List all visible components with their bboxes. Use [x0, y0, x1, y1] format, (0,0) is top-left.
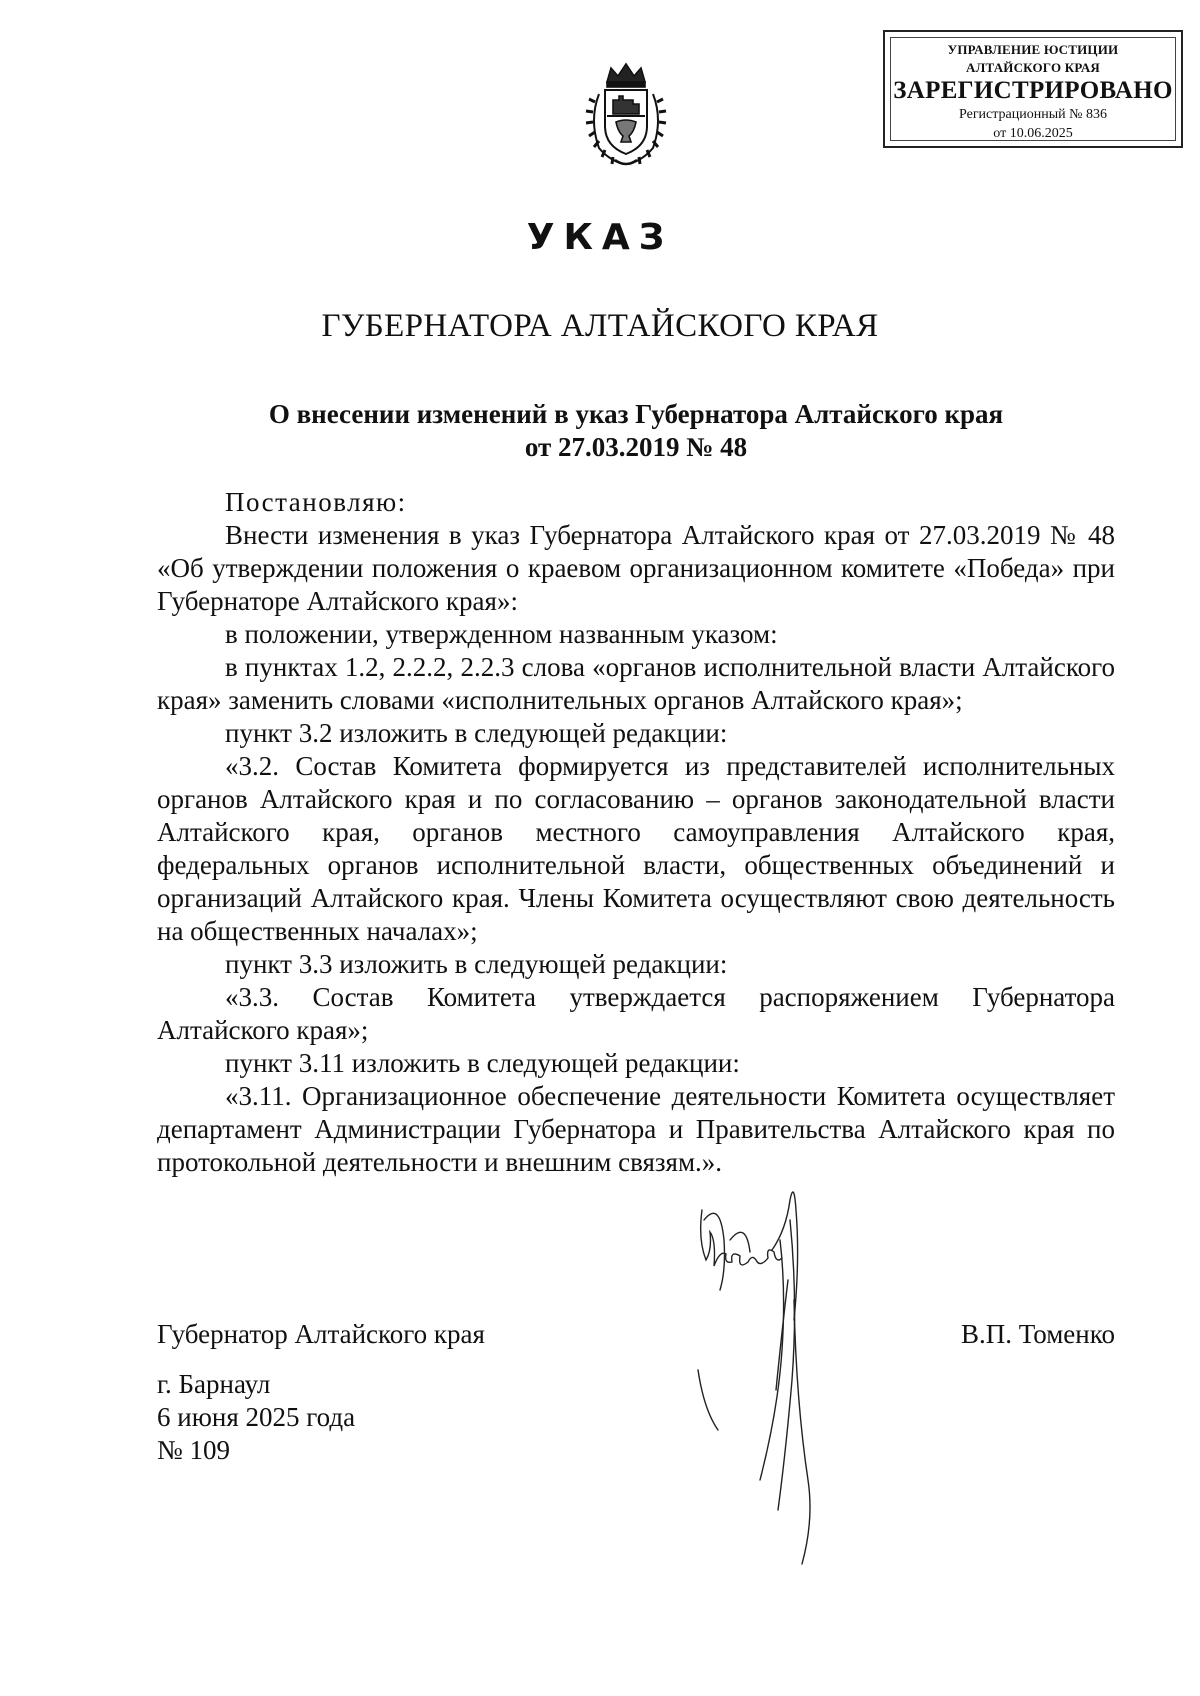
body-paragraph: «3.11. Организационное обеспечение деятельности Комитета осуществляет департамент Администрации Губернатора и Правительства Алтайского края по протокольной деятельности и внешним связям.». — [157, 1081, 1115, 1177]
body-paragraph: пункт 3.3 изложить в следующей редакции: — [225, 949, 728, 979]
stamp-registration-number: Регистрационный № 836 — [959, 107, 1107, 122]
signatory-position: Губернатор Алтайского края — [157, 1319, 485, 1349]
footer-number: № 109 — [157, 1435, 231, 1465]
signatory-name: В.П. Томенко — [961, 1319, 1115, 1349]
body-paragraph: Внести изменения в указ Губернатора Алтайского края от 27.03.2019 № 48 «Об утверждении положения о краевом организационном комитете «Победа» при Губернаторе Алтайского края»: — [157, 520, 1115, 616]
body-paragraph: пункт 3.11 изложить в следующей редакции: — [225, 1048, 740, 1078]
coat-of-arms-icon — [585, 60, 667, 172]
document-body — [157, 486, 1115, 1179]
handwritten-signature — [690, 1180, 890, 1570]
stamp-agency: УПРАВЛЕНИЕ ЮСТИЦИИ — [947, 42, 1119, 57]
footer-date: 6 июня 2025 года — [157, 1402, 356, 1432]
document-type: УКАЗ — [526, 217, 674, 258]
document-author: ГУБЕРНАТОРА АЛТАЙСКОГО КРАЯ — [321, 308, 879, 344]
stamp-status: ЗАРЕГИСТРИРОВАНО — [893, 77, 1173, 104]
footer-city: г. Барнаул — [157, 1369, 271, 1399]
body-paragraph: «3.3. Состав Комитета утверждается распоряжением Губернатора Алтайского края»; — [157, 982, 1115, 1045]
body-paragraph: Постановляю: — [225, 487, 407, 517]
document-title-line-1: О внесении изменений в указ Губернатора Алтайского края — [268, 399, 1004, 429]
registration-stamp — [883, 30, 1183, 148]
body-paragraph: в положении, утвержденном названным указом: — [225, 619, 778, 649]
registration-stamp-inner-frame — [890, 37, 1176, 141]
body-paragraph: пункт 3.2 изложить в следующей редакции: — [225, 718, 728, 748]
document-title-line-2: от 27.03.2019 № 48 — [524, 432, 748, 462]
body-paragraph: «3.2. Состав Комитета формируется из представителей исполнительных органов Алтайского края и по согласованию – органов законодательной власти Алтайского края, органов местного самоуправления Алтайского края, федеральных органов исполнительной власти, общественных объединений и организаций Алтайского края. Члены Комитета осуществляют свою деятельность на общественных началах»; — [157, 751, 1115, 946]
stamp-region: АЛТАЙСКОГО КРАЯ — [966, 60, 1100, 75]
stamp-date: от 10.06.2025 — [993, 126, 1073, 141]
body-paragraph: в пунктах 1.2, 2.2.2, 2.2.3 слова «органов исполнительной власти Алтайского края» заменить словами «исполнительных органов Алтайского края»; — [157, 652, 1115, 715]
document-footer — [157, 1368, 355, 1467]
document-title — [200, 398, 1072, 464]
